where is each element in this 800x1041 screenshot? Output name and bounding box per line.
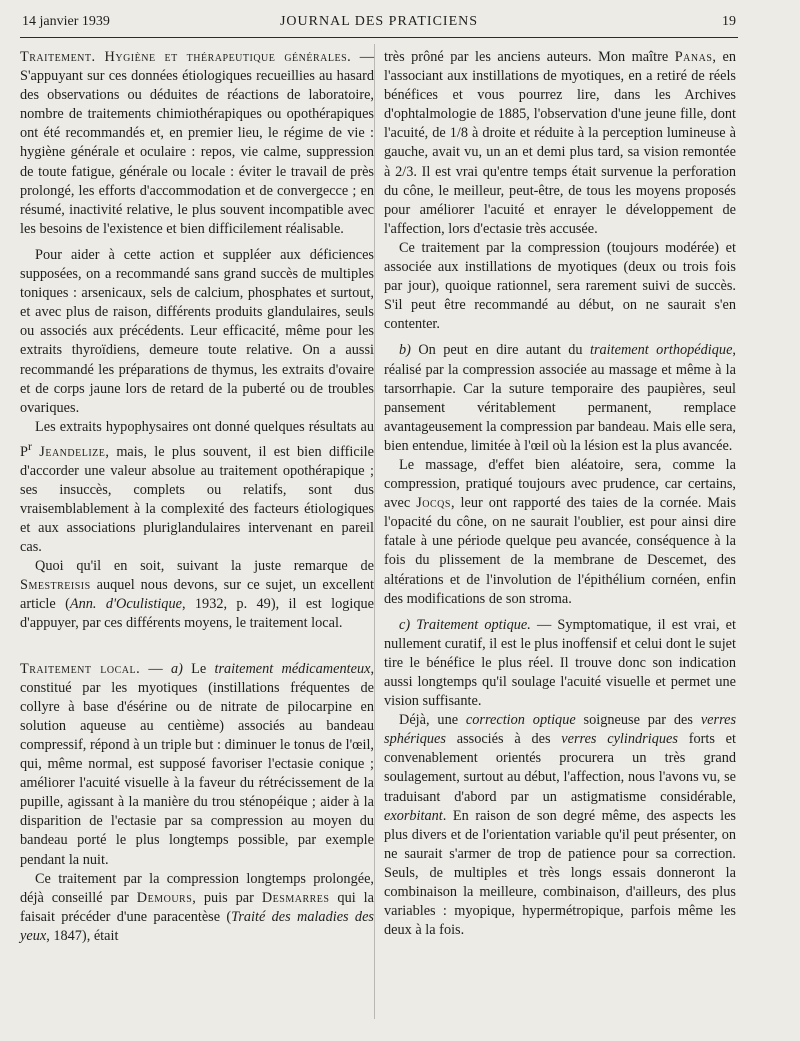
left-column — [20, 48, 374, 946]
paragraph-hypophysaires: Les extraits hypophysaires ont donné quelques résultats au $P^r$ Jeandelize, mais, le plus souvent, il est bien difficile d'accorder une valeur absolue au traitement opothérapique ; ses insuccès, complets ou relatifs, sont dus vraisemblablement à la complexité des facteurs étiologiques et aux associations pluriglandulaires intervenant en pareil cas. — [20, 418, 374, 556]
header-rule — [20, 37, 738, 38]
journal-title: JOURNAL DES PRATICIENS — [279, 14, 479, 29]
paragraph-orthopedique: b) On peut en dire autant du traitement orthopédique, réalisé par la compression associée au massage et même à la tarsorrhapie. Car la suture temporaire des paupières, seul pansement véritablement permanent, remplace avantageusement la compression par bandeau. Mais elle sera, bien entendue, limitée à l'œil où la lésion est la plus avancée. — [384, 342, 736, 454]
page-number: 19 — [722, 14, 736, 29]
page-header — [22, 14, 736, 34]
paragraph-compression: Ce traitement par la compression longtemps prolongée, déjà conseillé par Demours, puis par Desmarres qui la faisait précéder d'une paracentèse (Traité des maladies des yeux, 1847), était — [20, 870, 374, 944]
paragraph-traitement-local: Traitement local. — a) Le traitement médicamenteux, constitué par les myotiques (instillations fréquentes de collyre à base d'ésérine ou de nitrate de pilocarpine en solution aqueuse au centième) associés au bandeau compressif, répond à un triple but : diminuer le tonus de l'œil, qui, même normal, est supposé favoriser l'ectasie conique ; améliorer l'acuité visuelle à la faveur du rétrécissement de la pupille, agissant à la manière du trou sténopéique ; aider à la disparition de l'ectasie par sa compression au moyen du bandeau porté le plus longtemps possible, par exemple pendant la nuit. — [20, 660, 375, 868]
paragraph-toniques: Pour aider à cette action et suppléer aux déficiences supposées, on a recommandé sans grand succès de multiples toniques : arsenicaux, sels de calcium, phosphates et surtout, et avec plus de raison, différents produits glandulaires, seuls ou associés aux précédents. Leur efficacité, même pour les extraits thyroïdiens, demeure toute relative. On a aussi recommandé les préparations de thymus, les extraits d'ovaire et de corps jaune lors de retard de la puberté ou de troubles ovariques. — [20, 246, 374, 416]
paragraph-correction: Déjà, une correction optique soigneuse par des verres sphériques associés à des verres cylindriques forts et convenablement orientés procurera un très grand soulagement, surtout au début, l'affection, nous l'avons vu, se traduisant d'abord par un astigmatisme considérable, exorbitant. En raison de son degré même, des aspects les plus divers et de l'orientation variable qu'il peut présenter, on ne saurait s'armer de trop de patience pour sa correction. Seuls, de multiples et très longs essais donneront la combinaison la meilleure, combinaison, d'ailleurs, des plus variables : myopique, hypermétropique, parfois même les deux à la fois. — [384, 712, 737, 939]
paragraph-compression-moderee: Ce traitement par la compression (toujours modérée) et associée aux instillations de myotiques (deux ou trois fois par jour), quoique rationnel, sera rarement suivi de succès. S'il peut être recommandé au début, on ne saurait s'en contenter. — [384, 239, 736, 333]
paragraph-massage: Le massage, d'effet bien aléatoire, sera, comme la compression, pratiqué toujours avec prudence, car certains, avec Jocqs, leur ont rapporté des taies de la cornée. Mais l'opacité du cône, on ne saurait l'oublier, est pour ainsi dire fatale à une période quelque peu avancée, conséquence à la fois du plissement de la membrane de Descemet, des altérations et de l'involution de l'épithélium cornéen, enfin des modifications de son stroma. — [384, 456, 737, 607]
section-title-hygiene: Traitement. Hygiène et thérapeutique générales. — [20, 49, 352, 65]
section-title-optique: Traitement optique. — [416, 616, 531, 633]
section-title-local: Traitement local. — [20, 660, 141, 677]
paragraph-smestreisis: Quoi qu'il en soit, suivant la juste remarque de Smestreisis auquel nous devons, sur ce sujet, un excellent article (Ann. d'Oculistique, 1932, p. 49), il est logique d'appuyer, par ces différents moyens, le traitement local. — [20, 558, 374, 632]
column-divider — [374, 44, 375, 1019]
paragraph-optique: c) Traitement optique. — Symptomatique, il est vrai, et nullement curatif, il est le plus inoffensif et celui dont le sujet tire le bénéfice le plus réel. Il trouve donc son indication aussi longtemps qu'il soulage l'acuité visuelle et permet une vision suffisante. — [384, 616, 736, 710]
right-column — [384, 48, 736, 940]
paragraph-panas: très prôné par les anciens auteurs. Mon maître Panas, en l'associant aux instillations de myotiques, en a retiré de réels bénéfices et vous pourrez lire, dans les Archives d'ophtalmologie de 1885, l'observation d'une jeune fille, dont l'acuité, de 1/8 à droite et réduite à la perception lumineuse à gauche, avait vu, un an et demi plus tard, sa vision remontée à 2/3. Il est vrai qu'entre temps était survenue la perforation du cône, le meilleur, peut-être, de tous les moyens proposés pour améliorer l'acuité et enrayer le développement de l'affection, lors d'ectasie très accusée. — [384, 49, 736, 237]
paragraph-hygiene: Traitement. Hygiène et thérapeutique générales. — S'appuyant sur ces données étiologiques recueillies au hasard des observations ou déduites de réactions de laboratoire, nombre de traitements chimiothérapiques ou opothérapiques ont été recommandés et, en premier lieu, le régime de vie : hygiène générale et oculaire : repos, vie calme, suppression de toute fatigue, générale ou locale : éviter le travail de près prolongé, les efforts d'accommodation et de convergecce ; en résumé, inactivité relative, le plus souvent incompatible avec les besoins de l'existence et bien difficilement réalisable. — [20, 49, 374, 237]
issue-date: 14 janvier 1939 — [22, 14, 110, 29]
